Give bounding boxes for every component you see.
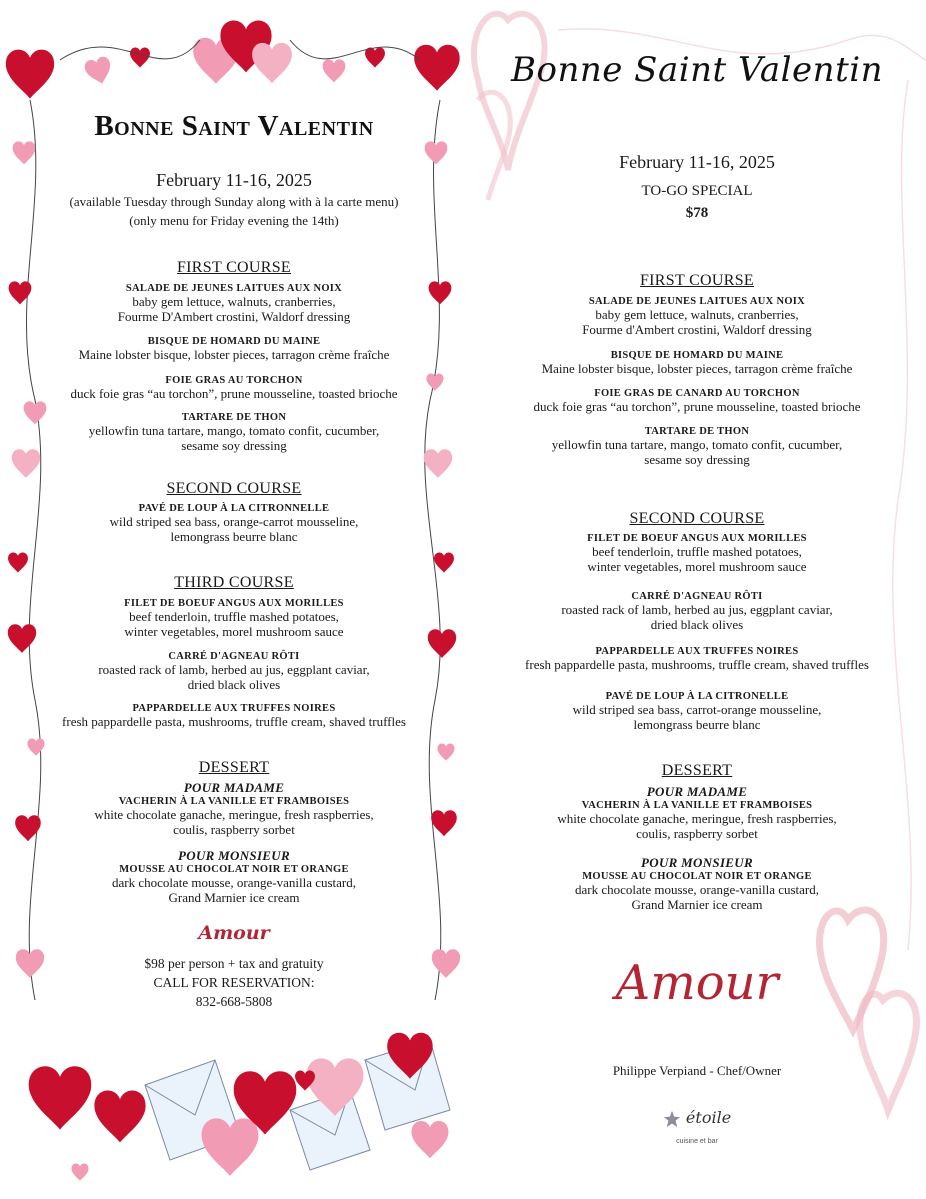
- first-course-section: [468, 272, 926, 290]
- first-course-heading: FIRST COURSE: [639, 272, 754, 289]
- dish-description: white chocolate ganache, meringue, fresh raspberries,: [94, 807, 374, 822]
- dish-name: BISQUE DE HOMARD DU MAINE: [147, 336, 321, 347]
- dish-description: sesame soy dressing: [644, 452, 750, 467]
- dish-name: MOUSSE AU CHOCOLAT NOIR ET ORANGE: [119, 864, 349, 875]
- reservation-info: [0, 954, 468, 1011]
- second-course-heading: SECOND COURSE: [166, 480, 302, 497]
- dish-description: duck foie gras “au torchon”, prune mousseline, toasted brioche: [70, 386, 398, 401]
- menu-item: [0, 412, 468, 453]
- second-course-heading: SECOND COURSE: [629, 510, 765, 527]
- dessert-heading: DESSERT: [661, 762, 733, 779]
- dish-description: Fourme d'Ambert crostini, Waldorf dressing: [582, 322, 812, 337]
- logo-subtitle: cuisine et bar: [676, 1137, 718, 1145]
- availability-note: (available Tuesday through Sunday along with à la carte menu): [69, 194, 399, 209]
- dish-description: duck foie gras “au torchon”, prune mousseline, toasted brioche: [533, 399, 861, 414]
- dish-description: Maine lobster bisque, lobster pieces, tarragon crème fraîche: [78, 347, 390, 362]
- second-course-section: [468, 510, 926, 528]
- dish-name: PAVÉ DE LOUP À LA CITRONELLE: [605, 691, 789, 702]
- menu-item: [0, 848, 468, 905]
- menu-title: Bonne Saint Valentin: [94, 110, 374, 142]
- dish-name: SALADE DE JEUNES LAITUES AUX NOIX: [125, 283, 343, 294]
- to-go-menu: [468, 0, 926, 1199]
- dish-description: roasted rack of lamb, herbed au jus, eggplant caviar,: [561, 602, 833, 617]
- menu-item: [468, 426, 926, 467]
- logo-name: étoile: [685, 1108, 732, 1127]
- dish-name: PAPPARDELLE AUX TRUFFES NOIRES: [595, 646, 799, 657]
- dish-name: BISQUE DE HOMARD DU MAINE: [610, 350, 784, 361]
- amour-script: Amour: [198, 922, 270, 944]
- pour-madame-label: POUR MADAME: [183, 780, 285, 795]
- dish-name: PAVÉ DE LOUP À LA CITRONNELLE: [138, 503, 330, 514]
- star-icon: [663, 1110, 681, 1128]
- dessert-section: [0, 759, 468, 777]
- friday-note: (only menu for Friday evening the 14th): [129, 213, 339, 228]
- menu-item: [0, 336, 468, 362]
- menu-item: [468, 591, 926, 632]
- phone-number[interactable]: 832-668-5808: [195, 994, 273, 1009]
- to-go-price: $78: [685, 205, 709, 221]
- menu-item: [468, 533, 926, 574]
- dish-description: coulis, raspberry sorbet: [636, 826, 758, 841]
- menu-item: [468, 855, 926, 912]
- price-note: $98 per person + tax and gratuity: [144, 956, 324, 971]
- dish-description: fresh pappardelle pasta, mushrooms, truffle cream, shaved truffles: [525, 657, 869, 672]
- dish-description: Grand Marnier ice cream: [631, 897, 763, 912]
- event-dates: February 11-16, 2025: [619, 152, 775, 172]
- chef-credit: Philippe Verpiand - Chef/Owner: [612, 1063, 782, 1078]
- dish-description: coulis, raspberry sorbet: [173, 822, 295, 837]
- menu-item: [468, 350, 926, 376]
- dish-description: Maine lobster bisque, lobster pieces, tarragon crème fraîche: [541, 361, 853, 376]
- menu-title: Bonne Saint Valentin: [510, 50, 883, 90]
- dish-description: baby gem lettuce, walnuts, cranberries,: [595, 307, 799, 322]
- dish-name: FILET DE BOEUF ANGUS AUX MORILLES: [587, 533, 807, 544]
- menu-item: [468, 296, 926, 337]
- pour-madame-label: POUR MADAME: [646, 784, 748, 799]
- menu-item: [468, 691, 926, 732]
- dish-description: baby gem lettuce, walnuts, cranberries,: [132, 294, 336, 309]
- top-hearts: [6, 21, 460, 99]
- dish-description: yellowfin tuna tartare, mango, tomato confit, cucumber,: [88, 423, 380, 438]
- menu-item: [468, 646, 926, 672]
- dish-name: FOIE GRAS AU TORCHON: [165, 375, 303, 386]
- dish-name: VACHERIN À LA VANILLE ET FRAMBOISES: [118, 796, 350, 807]
- third-course-heading: THIRD COURSE: [174, 574, 294, 591]
- dish-description: lemongrass beurre blanc: [170, 529, 298, 544]
- menu-item: [0, 651, 468, 692]
- menu-item: [0, 703, 468, 729]
- menu-item: [0, 598, 468, 639]
- dish-name: VACHERIN À LA VANILLE ET FRAMBOISES: [581, 800, 813, 811]
- etoile-logo: [468, 1108, 926, 1147]
- menu-item: [468, 784, 926, 841]
- dish-description: wild striped sea bass, orange-carrot mousseline,: [109, 514, 359, 529]
- dish-description: dark chocolate mousse, orange-vanilla custard,: [574, 882, 820, 897]
- dish-description: Fourme D'Ambert crostini, Waldorf dressing: [117, 309, 351, 324]
- dish-description: lemongrass beurre blanc: [633, 717, 761, 732]
- dish-description: white chocolate ganache, meringue, fresh raspberries,: [557, 811, 837, 826]
- dish-description: beef tenderloin, truffle mashed potatoes,: [592, 544, 802, 559]
- third-course-section: [0, 574, 468, 592]
- call-label: CALL FOR RESERVATION:: [153, 975, 315, 990]
- dish-name: SALADE DE JEUNES LAITUES AUX NOIX: [588, 296, 806, 307]
- dish-description: sesame soy dressing: [181, 438, 287, 453]
- dish-description: fresh pappardelle pasta, mushrooms, truffle cream, shaved truffles: [62, 714, 406, 729]
- to-go-label: TO-GO SPECIAL: [641, 183, 753, 199]
- second-course-section: [0, 480, 468, 498]
- dish-description: yellowfin tuna tartare, mango, tomato confit, cucumber,: [551, 437, 843, 452]
- menu-item: [0, 780, 468, 837]
- dish-description: winter vegetables, morel mushroom sauce: [124, 624, 344, 639]
- dish-description: Grand Marnier ice cream: [168, 890, 300, 905]
- dish-description: roasted rack of lamb, herbed au jus, eggplant caviar,: [98, 662, 370, 677]
- dish-description: dark chocolate mousse, orange-vanilla custard,: [111, 875, 357, 890]
- dish-description: dried black olives: [187, 677, 281, 692]
- dish-description: beef tenderloin, truffle mashed potatoes,: [129, 609, 339, 624]
- event-dates: February 11-16, 2025: [156, 170, 312, 190]
- dish-name: CARRÉ D'AGNEAU RÔTI: [631, 591, 763, 602]
- dessert-heading: DESSERT: [198, 759, 270, 776]
- dish-description: dried black olives: [650, 617, 744, 632]
- dish-description: winter vegetables, morel mushroom sauce: [587, 559, 807, 574]
- dish-description: wild striped sea bass, carrot-orange mousseline,: [572, 702, 822, 717]
- pour-monsieur-label: POUR MONSIEUR: [178, 848, 290, 863]
- first-course-section: [0, 259, 468, 277]
- menu-item: [0, 283, 468, 324]
- dish-name: FOIE GRAS DE CANARD AU TORCHON: [594, 388, 800, 399]
- dish-name: PAPPARDELLE AUX TRUFFES NOIRES: [132, 703, 336, 714]
- pour-monsieur-label: POUR MONSIEUR: [641, 855, 753, 870]
- menu-item: [0, 503, 468, 544]
- dish-name: TARTARE DE THON: [644, 426, 750, 437]
- dessert-section: [468, 762, 926, 780]
- bottom-hearts-envelopes: [29, 1033, 450, 1181]
- dish-name: CARRÉ D'AGNEAU RÔTI: [168, 651, 300, 662]
- dish-name: TARTARE DE THON: [181, 412, 287, 423]
- first-course-heading: FIRST COURSE: [176, 259, 291, 276]
- dish-name: MOUSSE AU CHOCOLAT NOIR ET ORANGE: [582, 871, 812, 882]
- dish-name: FILET DE BOEUF ANGUS AUX MORILLES: [124, 598, 344, 609]
- menu-item: [0, 375, 468, 401]
- amour-script: Amour: [615, 955, 779, 1011]
- menu-item: [468, 388, 926, 414]
